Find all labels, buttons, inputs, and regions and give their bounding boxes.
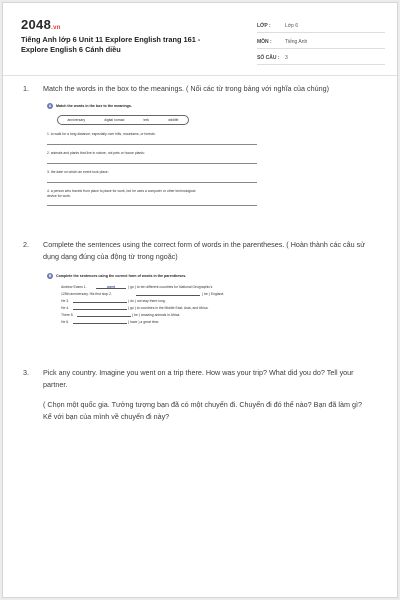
- sentence-row: [61, 313, 257, 320]
- sentence-start: He 4.: [61, 306, 70, 310]
- worksheet-page: [2, 2, 398, 598]
- exercise-heading: [47, 273, 257, 279]
- filled-answer: went: [107, 285, 115, 289]
- word-box: [57, 115, 189, 125]
- meta-row-class: [257, 19, 385, 33]
- site-logo[interactable]: [21, 17, 61, 32]
- answer-blank[interactable]: [136, 292, 200, 296]
- exercise-heading-text: Complete the sentences using the correct form of words in the parentheses.: [56, 274, 187, 278]
- sentence-end: ( be ) amazing animals in Africa.: [132, 313, 181, 317]
- sentence-row: [61, 292, 257, 299]
- sentence-end: ( go ) to countries in the Middle East, Asia, and Africa.: [128, 306, 209, 310]
- sentence-end: ( be ) England.: [202, 292, 225, 296]
- answer-blank[interactable]: [73, 320, 127, 324]
- page-title: Tiếng Anh lớp 6 Unit 11 Explore English trang 161 - Explore English 6 Cánh diều: [21, 35, 201, 54]
- sentence-end: ( go ) to ten different countries for National Geographic's: [128, 285, 213, 289]
- exercise-badge: B: [48, 274, 52, 278]
- exercise-badge: A: [48, 104, 52, 108]
- meta-key: SỐ CÂU :: [257, 54, 280, 61]
- meta-row-subject: [257, 35, 385, 49]
- answer-blank[interactable]: [73, 299, 127, 303]
- exercise-heading: [47, 103, 257, 109]
- sentence-start: Andrew Evans 1.: [61, 285, 87, 289]
- question-text: Match the words in the box to the meanings. ( Nối các từ trong bảng với nghĩa của chúng): [43, 84, 330, 93]
- sentence-end: ( do ) not stay there long.: [128, 299, 166, 303]
- question-text: Pick any country. Imagine you went on a trip there. How was your trip? What did you do? Tell your partner.: [43, 368, 354, 389]
- question-number: 3.: [23, 368, 29, 377]
- sentence-row: [61, 306, 257, 313]
- definition-item: 4. a person who travels from place to place for work, but he uses a computer or other technological device for work.: [47, 189, 196, 198]
- logo-suffix: .vn: [51, 25, 61, 31]
- question-translation: ( Chọn một quốc gia. Tưởng tượng bạn đã có một chuyến đi. Chuyến đi đó thế nào? Bạn đã làm gì? Kể với bạn của mình về chuyến đi này?: [43, 400, 362, 421]
- definition-item: 2. animals and plants that live in nature, not pets or house plants:: [47, 151, 145, 155]
- exercise-heading-text: Match the words in the box to the meanings.: [56, 104, 132, 108]
- logo-text: 2048: [21, 17, 52, 32]
- answer-line: [47, 144, 257, 145]
- word-box-item: anniversary: [67, 118, 86, 122]
- answer-blank[interactable]: [77, 313, 131, 317]
- meta-info-table: [257, 19, 385, 67]
- question-3: [23, 367, 368, 422]
- answer-line: [47, 163, 257, 164]
- exercise-1-image: [47, 103, 257, 206]
- answer-line: [47, 182, 257, 183]
- answer-blank[interactable]: [73, 306, 127, 310]
- meta-value: Lớp 6: [285, 22, 299, 29]
- word-box-item: digital nomad: [104, 118, 125, 122]
- answer-line: [47, 205, 257, 206]
- sentence-end: ( have ) a great time.: [128, 320, 160, 324]
- question-number: 2.: [23, 240, 29, 249]
- sentence-start: He 6.: [61, 320, 70, 324]
- definition-item: 3. the date on which an event took place:: [47, 170, 109, 174]
- definition-item: 1. to walk for a long distance, especially over hills, mountains, or forests:: [47, 132, 156, 136]
- question-1: [23, 83, 368, 95]
- question-text: Complete the sentences using the correct form of words in the parentheses. ( Hoàn thành các câu sử dụng dạng đúng của động từ trong ngoặc): [43, 240, 366, 261]
- word-box-item: trek: [143, 118, 150, 122]
- exercise-2-image: [47, 273, 257, 327]
- question-2: [23, 239, 368, 262]
- meta-key: MÔN :: [257, 38, 272, 45]
- answer-blank[interactable]: [96, 285, 126, 289]
- meta-value: 3: [285, 54, 288, 61]
- sentence-start: 125th anniversary. His first stop 2.: [61, 292, 113, 296]
- sentence-list: [61, 285, 257, 327]
- sentence-row: [61, 299, 257, 306]
- word-box-item: wildlife: [168, 118, 179, 122]
- meta-row-question-count: [257, 51, 385, 65]
- sentence-start: There 5.: [61, 313, 74, 317]
- sentence-row: [61, 285, 257, 292]
- meta-value: Tiếng Anh: [285, 38, 308, 45]
- meta-key: LỚP :: [257, 22, 271, 29]
- question-number: 1.: [23, 84, 29, 93]
- sentence-start: He 3.: [61, 299, 70, 303]
- header-divider: [3, 75, 397, 76]
- sentence-row: [61, 320, 257, 327]
